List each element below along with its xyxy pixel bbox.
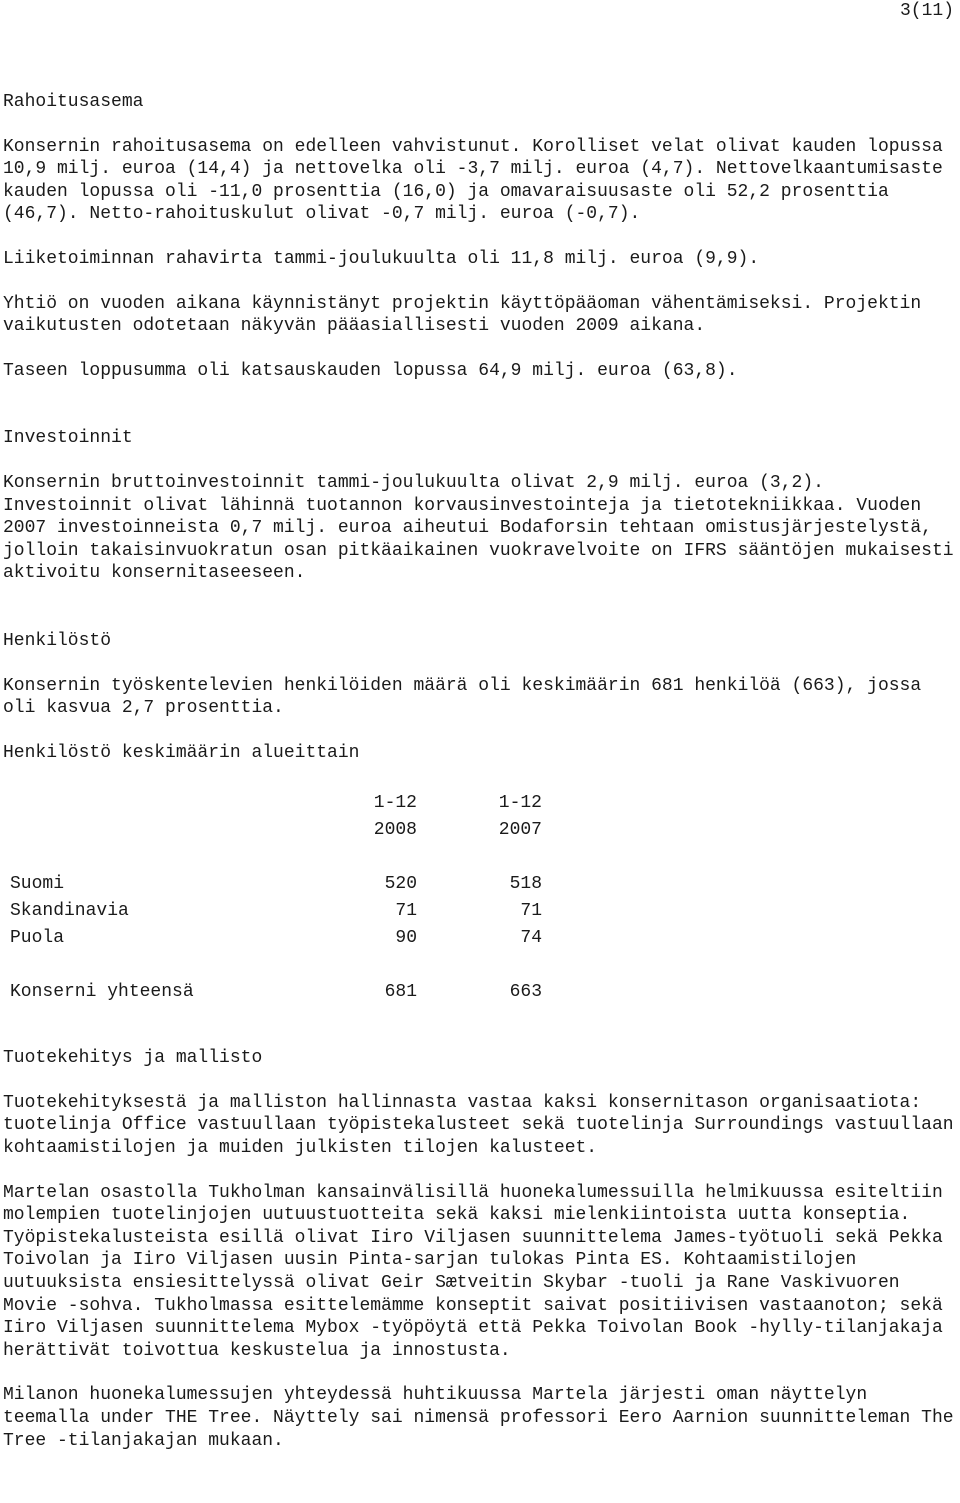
section-tuotekehitys <box>3 1047 958 1452</box>
page-number: 3(11) <box>899 1 954 21</box>
value-2007: 71 <box>520 901 542 922</box>
table-row <box>3 871 958 898</box>
paragraph: Yhtiö on vuoden aikana käynnistänyt projektin käyttöpääoman vähentämiseksi. Projektin vaikutusten odotetaan näkyvän pääasiallisesti vuoden 2009 aikana. <box>3 293 922 337</box>
value-2008: 90 <box>395 928 417 949</box>
document-body <box>3 91 958 1452</box>
value-2008: 681 <box>384 982 417 1003</box>
section-heading: Investoinnit <box>3 428 133 449</box>
value-2007: 74 <box>520 928 542 949</box>
paragraph: Konsernin rahoitusasema on edelleen vahvistunut. Korolliset velat olivat kauden lopussa 10,9 milj. euroa (14,4) ja nettovelka oli -3,7 milj. euroa (4,7). Nettovelkaantumisaste kauden lopussa oli -11,0 prosenttia (16,0) ja omavaraisuusaste oli 52,2 prosenttia (46,7). Netto-rahoituskulut olivat -0,7 milj. euroa (-0,7). <box>3 136 943 225</box>
paragraph: Liiketoiminnan rahavirta tammi-joulukuulta oli 11,8 milj. euroa (9,9). <box>3 248 760 269</box>
row-label: Puola <box>10 928 65 949</box>
section-rahoitusasema <box>3 91 958 382</box>
section-heading: Rahoitusasema <box>3 92 144 112</box>
paragraph: Martelan osastolla Tukholman kansainvälisillä huonekalumessuilla helmikuussa esiteltiin molempien tuotelinjojen uutuustuotteita sekä kaksi mielenkiintoista uutta konseptia. Työpistekalusteista esillä olivat Iiro Viljasen suunnittelema James-työtuoli sekä Pekka Toivolan ja Iiro Viljasen uusin Pinta-sarjan tulokas Pinta ES. Kohtaamistilojen uutuuksista ensiesittelyssä olivat Geir Sætveitin Skybar -tuoli ja Rane Vaskivuoren Movie -sohva. Tukholmassa esittelemämme konseptit saivat positiivisen vastaanoton; sekä Iiro Viljasen suunnittelema Mybox -työpöytä että Pekka Toivolan Book -hylly-tilanjakaja herättivät toivottua keskustelua ja innostusta. <box>3 1182 943 1361</box>
row-label: Skandinavia <box>10 901 129 922</box>
value-2008: 520 <box>384 874 417 895</box>
column-header-2008-period: 1-12 <box>373 793 417 814</box>
section-investoinnit <box>3 427 958 585</box>
row-label: Suomi <box>10 874 65 895</box>
column-header-2007-year: 2007 <box>498 820 542 841</box>
paragraph: Taseen loppusumma oli katsauskauden lopussa 64,9 milj. euroa (63,8). <box>3 360 738 381</box>
value-2008: 71 <box>395 901 417 922</box>
value-2007: 518 <box>509 874 542 895</box>
row-label: Konserni yhteensä <box>10 982 194 1003</box>
paragraph: Konsernin bruttoinvestoinnit tammi-joulukuulta olivat 2,9 milj. euroa (3,2). Investoinnit olivat lähinnä tuotannon korvausinvestointeja ja tietotekniikkaa. Vuoden 2007 investoinneista 0,7 milj. euroa aiheutui Bodaforsin tehtaan omistusjärjestelystä, jolloin takaisinvuokratun osan pitkäaikainen vuokravelvoite on IFRS sääntöjen mukaisesti aktivoitu konsernitaseeseen. <box>3 472 954 584</box>
staff-table <box>3 790 958 1006</box>
column-header-2008-year: 2008 <box>373 820 417 841</box>
paragraph: Milanon huonekalumessujen yhteydessä huhtikuussa Martela järjesti oman näyttelyn teemalla under THE Tree. Näyttely sai nimensä professori Eero Aarnion suunnitteleman The Tree -tilanjakajan mukaan. <box>3 1385 954 1451</box>
table-row <box>3 898 958 925</box>
section-heading: Henkilöstö <box>3 630 112 651</box>
value-2007: 663 <box>509 982 542 1003</box>
table-header-row <box>3 790 958 817</box>
column-header-2007-period: 1-12 <box>498 793 542 814</box>
table-total-row <box>3 979 958 1006</box>
paragraph: Tuotekehityksestä ja malliston hallinnasta vastaa kaksi konsernitason organisaatiota: tuotelinja Office vastuullaan työpistekalusteet sekä tuotelinja Surroundings vastuullaan kohtaamistilojen ja muiden julkisten tilojen kalusteet. <box>3 1092 954 1159</box>
section-heading: Tuotekehitys ja mallisto <box>3 1048 263 1069</box>
paragraph: Konsernin työskentelevien henkilöiden määrä oli keskimäärin 681 henkilöä (663), jossa oli kasvua 2,7 prosenttia. <box>3 675 922 719</box>
table-title: Henkilöstö keskimäärin alueittain <box>3 742 360 763</box>
table-header-row <box>3 817 958 844</box>
table-row <box>3 925 958 952</box>
section-henkilosto <box>3 630 958 1006</box>
